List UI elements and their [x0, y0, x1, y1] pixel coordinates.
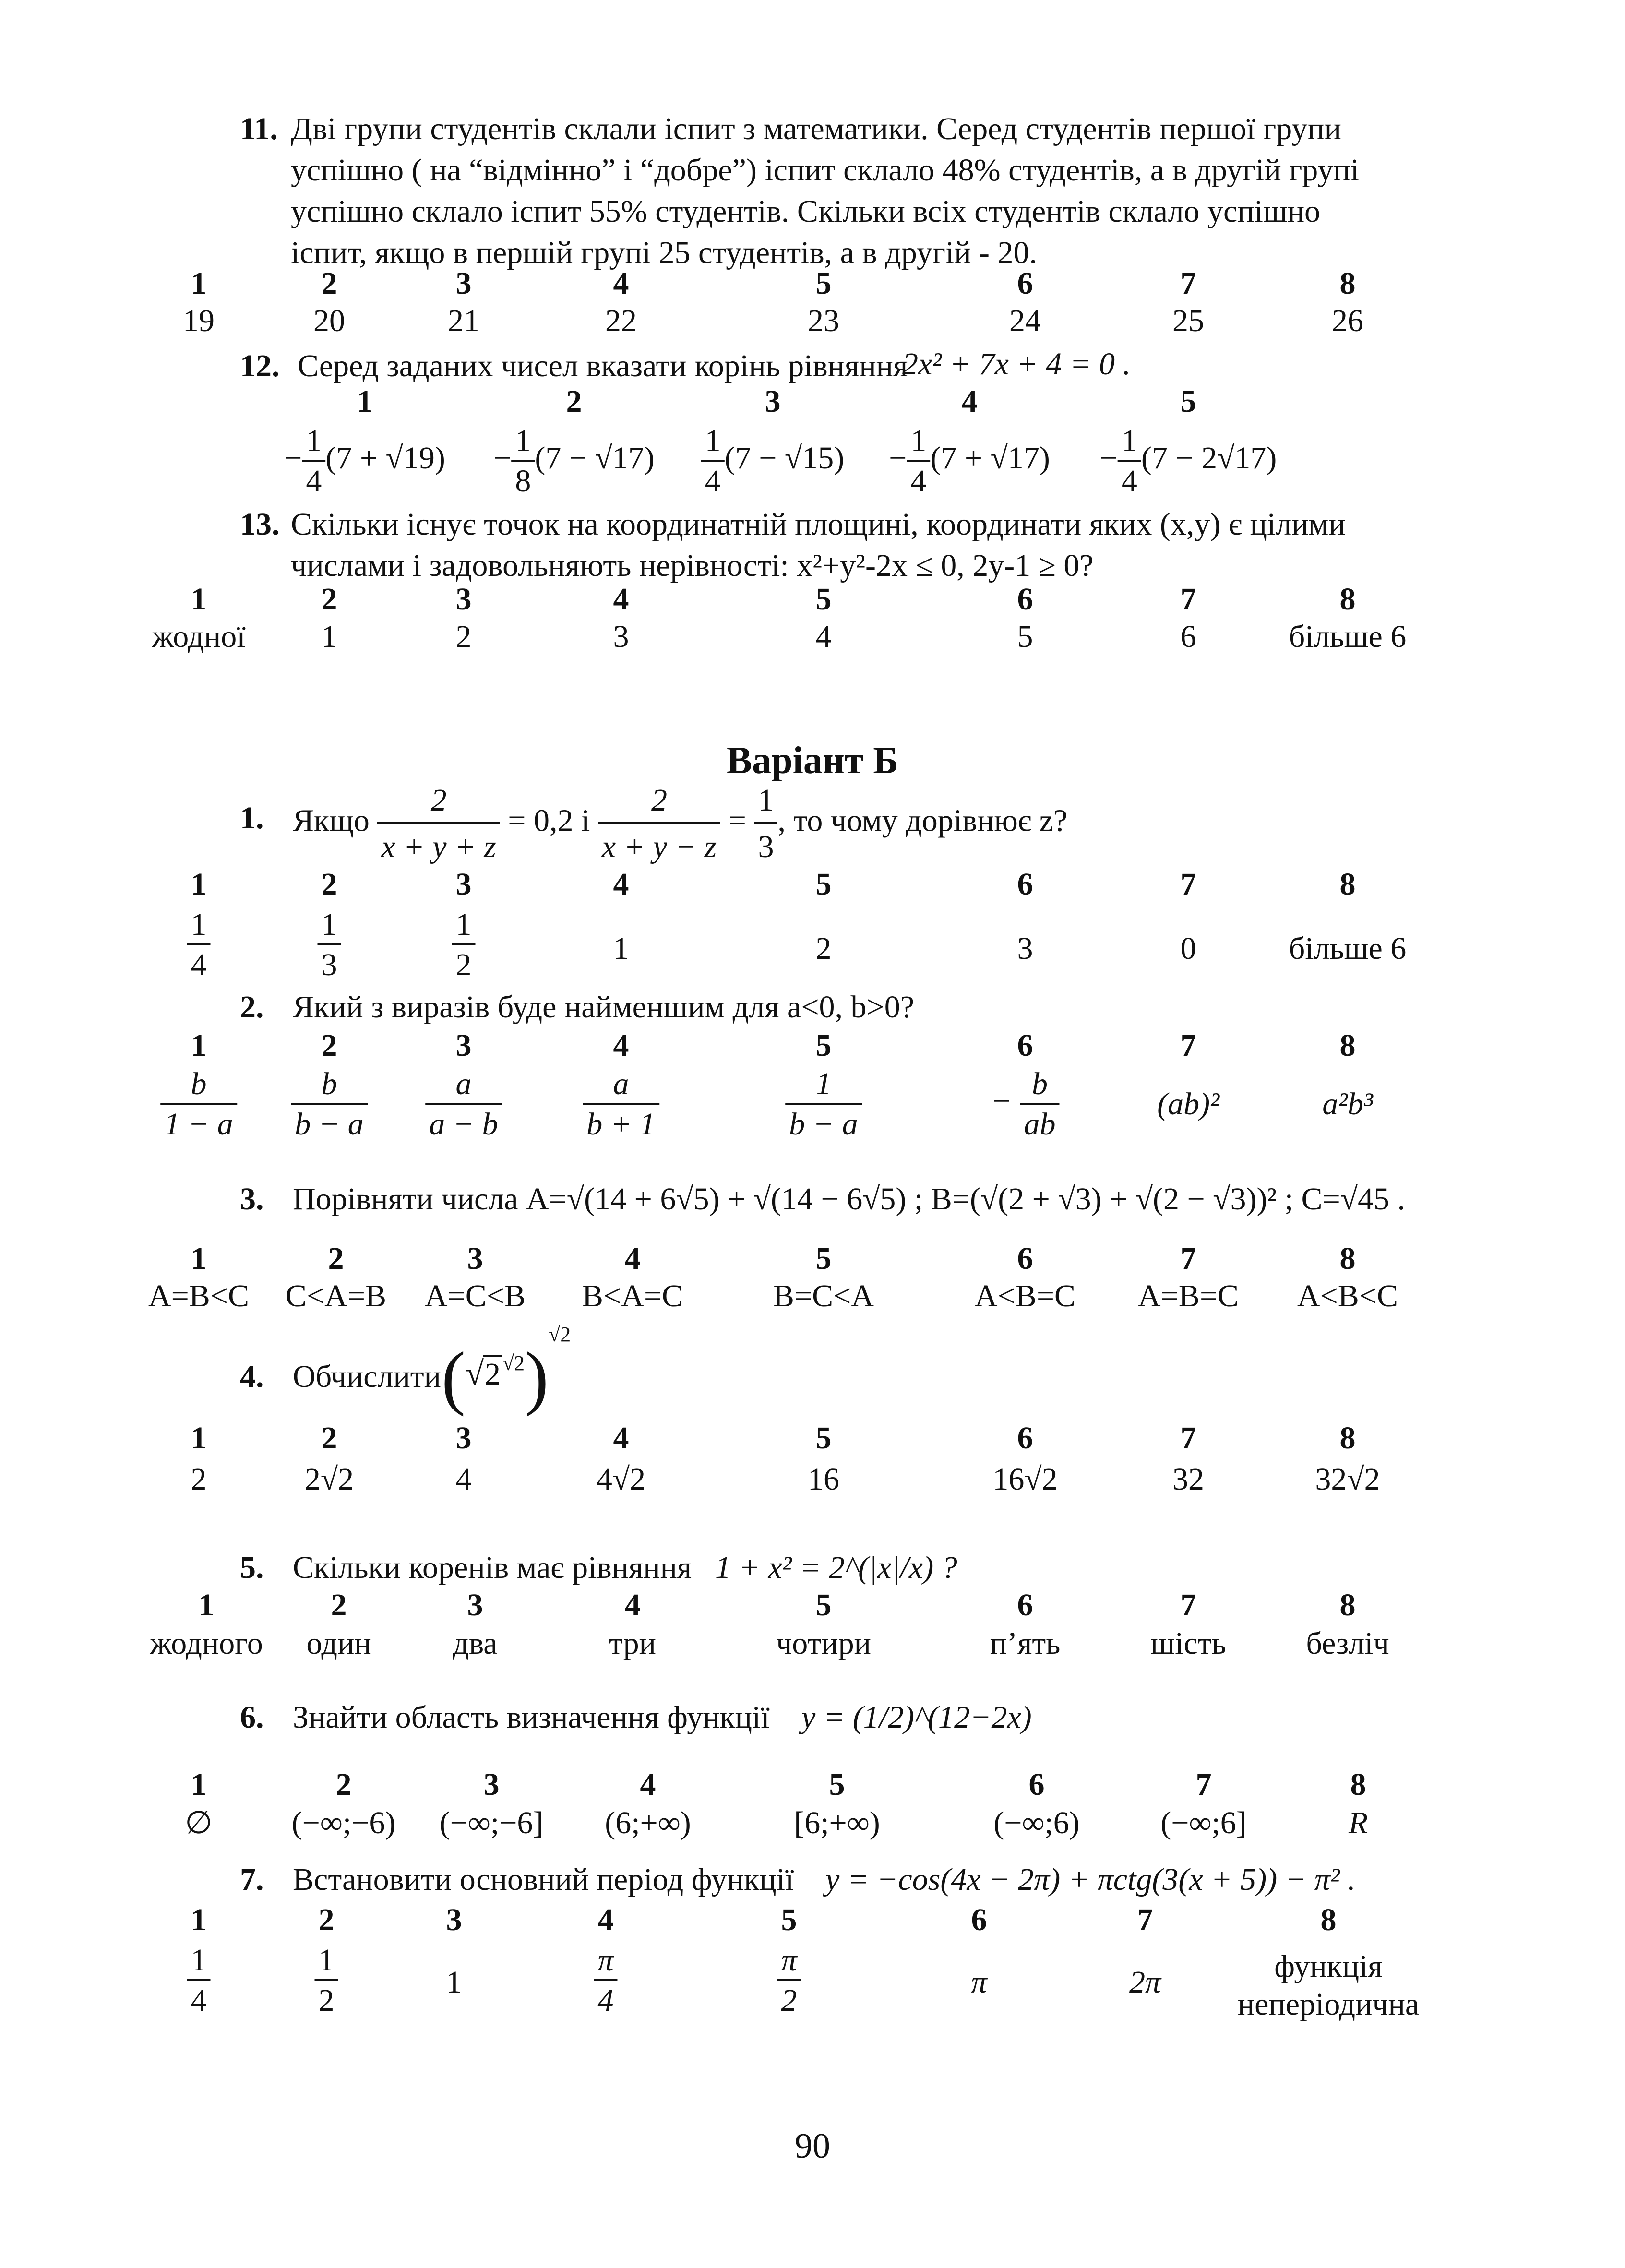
- option-number: 8: [1339, 1028, 1356, 1063]
- answer-option: A<B<C: [1297, 1278, 1398, 1313]
- answer-option: $\frac{a}{b + 1}$: [583, 1068, 659, 1140]
- answer-option: (−∞;6]: [1160, 1805, 1247, 1840]
- answer-option: 16√2: [992, 1462, 1058, 1497]
- answer-option: a²b³: [1322, 1086, 1373, 1122]
- b3-number: 3.: [240, 1182, 264, 1217]
- answer-option: 1: [321, 619, 337, 654]
- q11-line-3: успішно склало іспит 55% студентів. Скільки всіх студентів склало успішно: [291, 194, 1321, 229]
- answer-option: $\frac{\pi}{4}$: [594, 1945, 617, 2017]
- answer-option: $\frac{1}{3}$: [318, 909, 341, 981]
- option-number: 6: [1017, 1241, 1033, 1276]
- option-number: 1: [191, 1420, 207, 1456]
- answer-option: $\frac{1}{4}$ (7 − √15): [701, 425, 844, 497]
- b3-expr-c: C=√45 .: [1301, 1182, 1406, 1217]
- option-number: 3: [446, 1902, 462, 1937]
- option-number: 4: [613, 582, 629, 617]
- option-number: 6: [1017, 1028, 1033, 1063]
- option-number: 2: [321, 1028, 337, 1063]
- answer-option: [6;+∞): [794, 1805, 880, 1840]
- option-number: 8: [1320, 1902, 1337, 1937]
- option-number: 4: [640, 1767, 656, 1802]
- answer-option: (6;+∞): [605, 1805, 691, 1840]
- b1-number: 1.: [240, 800, 264, 836]
- answer-option: 20: [313, 303, 345, 338]
- b5-text: Скільки коренів має рівняння: [293, 1550, 692, 1585]
- option-number: 8: [1339, 867, 1356, 902]
- option-number: 1: [191, 1028, 207, 1063]
- b1-statement: Якщо $\frac{2}{x + y + z}$ = 0,2 і $\frac{2}{x + y - z}$ = $\frac{1}{3}$ , то чому дорівнює z?: [293, 781, 1067, 866]
- option-number: 7: [1180, 1420, 1196, 1456]
- answer-option: функція неперіодична: [1237, 1949, 1420, 2022]
- q13-line-1: Скільки існує точок на координатній площині, координати яких (x,y) є цілими: [291, 507, 1346, 542]
- answer-option: A=B<C: [148, 1278, 250, 1313]
- option-number: 4: [624, 1241, 641, 1276]
- answer-option: 32√2: [1315, 1462, 1380, 1497]
- option-number: 2: [331, 1588, 347, 1623]
- q11-line-2: успішно ( на “відмінно” і “добре”) іспит склало 48% студентів, а в другій групі: [291, 153, 1360, 188]
- option-number: 5: [815, 1241, 832, 1276]
- option-number: 2: [318, 1902, 335, 1937]
- b5-number: 5.: [240, 1550, 264, 1585]
- option-number: 7: [1180, 1028, 1196, 1063]
- answer-option: 1: [613, 931, 629, 966]
- option-number: 7: [1180, 582, 1196, 617]
- answer-option: 3: [1017, 931, 1033, 966]
- b3-statement: Порівняти числа A=√(14 + 6√5) + √(14 − 6√5) ; B=(√(2 + √3) + √(2 − √3))² ; C=√45 .: [293, 1182, 1406, 1217]
- answer-option: 3: [613, 619, 629, 654]
- b4-expression: $(√2^{√2})^{√2}$: [442, 1323, 571, 1417]
- answer-option: A<B=C: [974, 1278, 1076, 1313]
- q11-line-4: іспит, якщо в першій групі 25 студентів, а в другій - 20.: [291, 235, 1038, 270]
- option-number: 1: [357, 384, 373, 419]
- option-number: 7: [1195, 1767, 1212, 1802]
- answer-option: шість: [1150, 1626, 1226, 1661]
- answer-option: три: [609, 1626, 656, 1661]
- answer-option: A=C<B: [424, 1278, 526, 1313]
- answer-option: 4√2: [596, 1462, 646, 1497]
- answer-option: 6: [1180, 619, 1196, 654]
- answer-option: $\frac{b}{b - a}$: [291, 1068, 368, 1140]
- option-number: 6: [1017, 582, 1033, 617]
- option-number: 1: [191, 266, 207, 301]
- option-number: 6: [1017, 1420, 1033, 1456]
- option-number: 4: [961, 384, 978, 419]
- option-number: 1: [191, 582, 207, 617]
- option-number: 5: [815, 1588, 832, 1623]
- option-number: 3: [765, 384, 781, 419]
- option-number: 4: [613, 1028, 629, 1063]
- option-number: 7: [1180, 1241, 1196, 1276]
- option-number: 8: [1339, 266, 1356, 301]
- answer-option: (−∞;6): [993, 1805, 1080, 1840]
- b7-number: 7.: [240, 1862, 264, 1897]
- answer-option: жодної: [152, 619, 246, 654]
- answer-option: 5: [1017, 619, 1033, 654]
- q13-line-2: числами і задовольняють нерівності: x²+y²-2x ≤ 0, 2y-1 ≥ 0?: [291, 548, 1094, 583]
- answer-option: $\frac{a}{a - b}$: [425, 1068, 502, 1140]
- b3-expr-b: B=(√(2 + √3) + √(2 − √3))² ;: [931, 1182, 1294, 1217]
- option-number: 3: [483, 1767, 500, 1802]
- option-number: 3: [455, 1420, 472, 1456]
- answer-option: 0: [1180, 931, 1196, 966]
- option-number: 4: [624, 1588, 641, 1623]
- option-number: 8: [1339, 1420, 1356, 1456]
- option-number: 4: [597, 1902, 614, 1937]
- option-number: 3: [467, 1588, 483, 1623]
- b3-expr-a: A=√(14 + 6√5) + √(14 − 6√5) ;: [526, 1182, 923, 1217]
- answer-option: B=C<A: [773, 1278, 874, 1313]
- option-number: 6: [1017, 867, 1033, 902]
- b6-function: y = (1/2)^(12−2x): [801, 1700, 1032, 1735]
- option-number: 3: [455, 266, 472, 301]
- answer-option: R: [1348, 1805, 1368, 1840]
- answer-option: більше 6: [1289, 931, 1407, 966]
- option-number: 5: [815, 582, 832, 617]
- q11-line-1: Дві групи студентів склали іспит з математики. Серед студентів першої групи: [291, 111, 1341, 146]
- answer-option: 2: [191, 1462, 207, 1497]
- b7-text: Встановити основний період функції: [293, 1862, 794, 1897]
- answer-option: − $\frac{b}{ab}$: [991, 1068, 1059, 1140]
- answer-option: (ab)²: [1157, 1086, 1219, 1122]
- option-number: 5: [781, 1902, 797, 1937]
- option-number: 2: [321, 867, 337, 902]
- answer-option: − $\frac{1}{8}$ (7 − √17): [493, 423, 655, 499]
- option-number: 5: [815, 1028, 832, 1063]
- answer-option: 1: [446, 1965, 462, 2000]
- b4-text: Обчислити: [293, 1359, 441, 1394]
- answer-option: п’ять: [990, 1626, 1061, 1661]
- option-number: 7: [1137, 1902, 1153, 1937]
- option-number: 2: [321, 582, 337, 617]
- answer-option: $\frac{b}{1 - a}$: [160, 1068, 237, 1140]
- option-number: 4: [613, 1420, 629, 1456]
- option-number: 7: [1180, 266, 1196, 301]
- answer-option: C<A=B: [285, 1278, 387, 1313]
- answer-option: 22: [605, 303, 637, 338]
- page-number: 90: [795, 2126, 830, 2166]
- option-number: 5: [1180, 384, 1196, 419]
- option-number: 7: [1180, 1588, 1196, 1623]
- answer-option: 21: [448, 303, 479, 338]
- answer-option: $\frac{1}{4}$: [187, 1945, 211, 2017]
- option-number: 1: [191, 1767, 207, 1802]
- answer-option: $\frac{\pi}{2}$: [777, 1945, 801, 2017]
- answer-option: 26: [1332, 303, 1363, 338]
- b2-number: 2.: [240, 990, 264, 1025]
- answer-option: 19: [183, 303, 215, 338]
- option-number: 7: [1180, 867, 1196, 902]
- section-heading: Варіант Б: [726, 740, 899, 782]
- answer-option: $\frac{1}{b - a}$: [785, 1068, 862, 1140]
- answer-option: π: [971, 1965, 987, 2000]
- option-number: 3: [455, 582, 472, 617]
- answer-option: чотири: [776, 1626, 871, 1661]
- option-number: 5: [815, 867, 832, 902]
- option-number: 2: [328, 1241, 344, 1276]
- b4-number: 4.: [240, 1359, 264, 1394]
- answer-option: 23: [808, 303, 839, 338]
- option-number: 1: [198, 1588, 215, 1623]
- answer-option: (−∞;−6): [291, 1805, 396, 1840]
- option-number: 2: [566, 384, 582, 419]
- option-number: 3: [455, 867, 472, 902]
- option-number: 4: [613, 266, 629, 301]
- answer-option: безліч: [1306, 1626, 1389, 1661]
- answer-option: (−∞;−6]: [439, 1805, 544, 1840]
- option-number: 2: [321, 266, 337, 301]
- option-number: 4: [613, 867, 629, 902]
- option-number: 5: [829, 1767, 845, 1802]
- q12-equation: 2x² + 7x + 4 = 0 .: [902, 346, 1131, 382]
- option-number: 3: [455, 1028, 472, 1063]
- option-number: 8: [1339, 1241, 1356, 1276]
- option-number: 3: [467, 1241, 483, 1276]
- answer-option: один: [306, 1626, 371, 1661]
- answer-option: жодного: [150, 1626, 263, 1661]
- answer-option: більше 6: [1289, 619, 1407, 654]
- answer-option: два: [453, 1626, 498, 1661]
- q11-number: 11.: [240, 111, 278, 146]
- option-number: 6: [1017, 1588, 1033, 1623]
- option-number: 6: [1028, 1767, 1045, 1802]
- answer-option: 2: [455, 619, 472, 654]
- option-number: 6: [1017, 266, 1033, 301]
- option-number: 2: [321, 1420, 337, 1456]
- option-number: 8: [1339, 582, 1356, 617]
- answer-option: 32: [1172, 1462, 1204, 1497]
- option-number: 5: [815, 266, 832, 301]
- option-number: 1: [191, 867, 207, 902]
- answer-option: − $\frac{1}{4}$ (7 − 2√17): [1099, 423, 1277, 499]
- option-number: 8: [1350, 1767, 1366, 1802]
- q12-text: Серед заданих чисел вказати корінь рівняння: [298, 348, 908, 383]
- answer-option: − $\frac{1}{4}$ (7 + √19): [284, 423, 445, 499]
- b6-text: Знайти область визначення функції: [293, 1700, 770, 1735]
- answer-option: $\frac{1}{2}$: [452, 909, 476, 981]
- b7-function: y = −cos(4x − 2π) + πctg(3(x + 5)) − π² .: [825, 1862, 1356, 1897]
- b6-number: 6.: [240, 1700, 264, 1735]
- option-number: 8: [1339, 1588, 1356, 1623]
- option-number: 1: [191, 1241, 207, 1276]
- answer-option: 2√2: [304, 1462, 354, 1497]
- answer-option: A=B=C: [1137, 1278, 1239, 1313]
- q13-number: 13.: [240, 507, 280, 542]
- answer-option: ∅: [185, 1805, 213, 1840]
- answer-option: $\frac{1}{2}$: [315, 1945, 338, 2017]
- option-number: 5: [815, 1420, 832, 1456]
- option-number: 2: [335, 1767, 352, 1802]
- answer-option: 25: [1172, 303, 1204, 338]
- option-number: 1: [191, 1902, 207, 1937]
- answer-option: B<A=C: [582, 1278, 683, 1313]
- b2-text: Який з виразів буде найменшим для a<0, b>0?: [293, 990, 915, 1025]
- answer-option: 2π: [1129, 1965, 1161, 2000]
- b5-equation: 1 + x² = 2^(|x|/x) ?: [715, 1550, 957, 1585]
- answer-option: 4: [815, 619, 832, 654]
- answer-option: − $\frac{1}{4}$ (7 + √17): [889, 423, 1050, 499]
- option-number: 6: [971, 1902, 987, 1937]
- answer-option: 2: [815, 931, 832, 966]
- answer-option: $\frac{1}{4}$: [187, 909, 211, 981]
- q12-number: 12.: [240, 348, 280, 383]
- answer-option: 4: [455, 1462, 472, 1497]
- answer-option: 16: [808, 1462, 839, 1497]
- answer-option: 24: [1009, 303, 1041, 338]
